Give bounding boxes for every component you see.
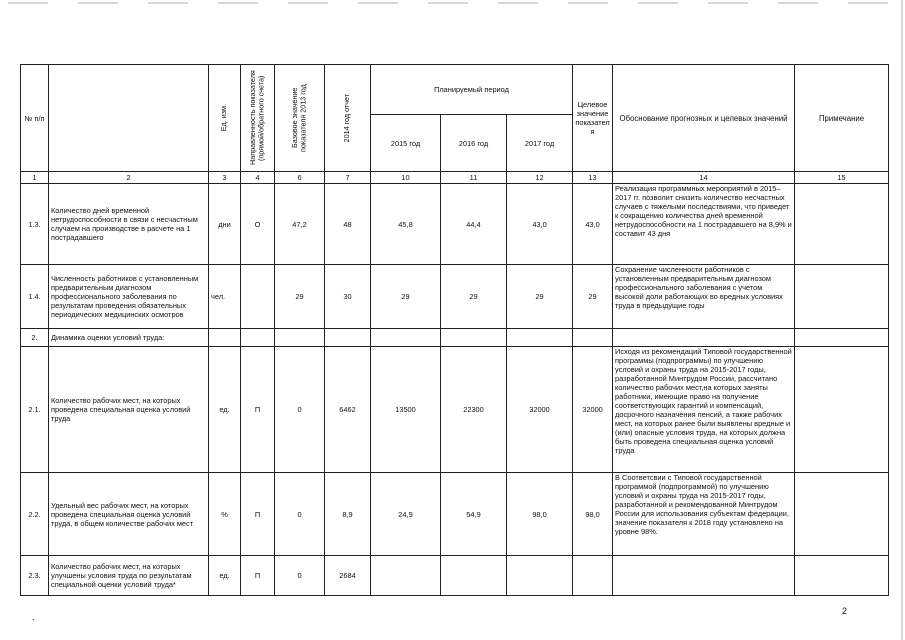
section-empty-cell [275,329,325,347]
section-empty-cell [507,329,573,347]
table-row [21,265,889,329]
section-num: 2. [21,329,49,347]
colnum-7: 7 [325,172,371,184]
header-2014 [325,65,371,172]
colnum-12: 12 [507,172,573,184]
row-num: 1.3. [21,184,49,265]
header-unit [209,65,241,172]
colnum-2: 2 [49,172,209,184]
column-number-row [21,172,889,184]
row-2017 [507,556,573,596]
row-target: 29 [573,265,613,329]
row-justification [613,556,795,596]
page-number: 2 [842,606,848,616]
colnum-14: 14 [613,172,795,184]
row-direction [241,265,275,329]
row-note [795,473,889,556]
row-target [573,556,613,596]
section-empty-cell [613,329,795,347]
row-2014: 2684 [325,556,371,596]
table-header-row [21,65,889,115]
section-title: Динамика оценки условий труда: [49,329,209,347]
row-direction: П [241,347,275,473]
section-empty-cell [209,329,241,347]
header-direction [241,65,275,172]
section-empty-cell [573,329,613,347]
row-name: Количество рабочих мест, на которых проведена специальная оценка условий труда [49,347,209,473]
row-2014: 6462 [325,347,371,473]
row-justification: В Соответсвии с Типовой государственной программой (подпрограммой) по улучшению условий и охраны труда на 2015-2017 годы, разработанной и рекомендованной Минтрудом России для использования субъектам федерации, значение показателя к 2018 году установлено на уровне 98%. [613,473,795,556]
row-num: 2.2. [21,473,49,556]
header-direction-text: Направленность показателя (прямой/обратного счета) [248,70,266,166]
colnum-1: 1 [21,172,49,184]
colnum-6: 6 [275,172,325,184]
section-empty-cell [441,329,507,347]
row-target: 32000 [573,347,613,473]
row-2015: 29 [371,265,441,329]
row-num: 2.3. [21,556,49,596]
row-name: Удельный вес рабочих мест, на которых проведена специальная оценка условий труда, в общем количестве рабочих мест [49,473,209,556]
row-target: 43,0 [573,184,613,265]
row-2017: 32000 [507,347,573,473]
row-name: Количество дней временной нетрудоспособности в связи с несчастным случаем на производстве в расчете на 1 пострадавшего [49,184,209,265]
row-justification: Сохранение численности работников с установленным предварительным диагнозом профессионального заболевания с учетом высокой доли работающих во вредных условиях труда в предыдущие годы [613,265,795,329]
header-name-empty [49,65,209,172]
row-2016 [441,556,507,596]
section-empty-cell [371,329,441,347]
row-2014: 48 [325,184,371,265]
row-2014: 8,9 [325,473,371,556]
row-num: 1.4. [21,265,49,329]
table-row [21,556,889,596]
row-unit: ед. [209,347,241,473]
section-empty-cell [241,329,275,347]
table-row [21,473,889,556]
row-direction: О [241,184,275,265]
header-num: № п/п [21,65,49,172]
row-num: 2.1. [21,347,49,473]
row-2017: 43,0 [507,184,573,265]
row-base: 29 [275,265,325,329]
row-note [795,265,889,329]
table-row [21,184,889,265]
colnum-13: 13 [573,172,613,184]
colnum-4: 4 [241,172,275,184]
colnum-15: 15 [795,172,889,184]
header-year-2015: 2015 год [371,115,441,172]
header-unit-text: Ед. изм. [219,104,229,132]
header-note: Примечание [795,65,889,172]
row-justification: Реализация программных мероприятий в 2015–2017 гг. позволит снизить количество несчастных случаев с тяжелыми последствиями, что приведет к сокращению количества дней временной нетрудоспособности на 1 пострадавшего на 8,9% и составит 43 дня [613,184,795,265]
row-2016: 54,9 [441,473,507,556]
row-2015 [371,556,441,596]
row-note [795,347,889,473]
row-note [795,556,889,596]
row-base: 0 [275,347,325,473]
row-2014: 30 [325,265,371,329]
row-2015: 13500 [371,347,441,473]
row-2016: 29 [441,265,507,329]
header-base-text: Базовое значение показателя 2013 год [290,84,308,152]
row-base: 0 [275,473,325,556]
row-note [795,184,889,265]
row-name: Численность работников с установленным предварительным диагнозом профессионального заболевания по результатам проведения обязательных периодических медицинских осмотров [49,265,209,329]
indicators-table [20,64,889,596]
row-unit: ед. [209,556,241,596]
colnum-10: 10 [371,172,441,184]
row-2017: 98,0 [507,473,573,556]
row-2015: 24,9 [371,473,441,556]
row-base: 0 [275,556,325,596]
section-empty-cell [795,329,889,347]
row-target: 98,0 [573,473,613,556]
row-base: 47,2 [275,184,325,265]
row-justification: Исходя из рекомендаций Типовой государственной программы (подпрограммы) по улучшению условий и охраны труда на 2015-2017 годы, разработанной Минтрудом России, рассчитано количество рабочих мест,на которых заняты работники, имеющие право на получение соответствующих гарантий и компенсаций, досрочного назначения пенсий, а также рабочих мест, на которых ранее были выявлены вредные и (или) опасные условия труда, на которых должна быть проведена специальная оценка условий труда [613,347,795,473]
row-unit: дни [209,184,241,265]
row-unit: % [209,473,241,556]
header-year-2017: 2017 год [507,115,573,172]
row-2016: 22300 [441,347,507,473]
scan-artifact-top [8,2,897,4]
table-row [21,347,889,473]
header-justification: Обоснование прогнозных и целевых значений [613,65,795,172]
scan-edge-right [901,0,903,640]
row-direction: П [241,556,275,596]
section-row [21,329,889,347]
row-unit: чел. [209,265,241,329]
section-empty-cell [325,329,371,347]
row-name: Количество рабочих мест, на которых улучшены условия труда по результатам специальной оценки условий труда* [49,556,209,596]
colnum-3: 3 [209,172,241,184]
row-2015: 45,8 [371,184,441,265]
colnum-11: 11 [441,172,507,184]
header-target: Целевое значение показател я [573,65,613,172]
row-direction: П [241,473,275,556]
footer-mark: . [32,612,35,622]
header-2014-text: 2014 год отчет [342,93,352,143]
header-planned-period: Планируемый период [371,65,573,115]
header-base [275,65,325,172]
row-2016: 44,4 [441,184,507,265]
row-2017: 29 [507,265,573,329]
header-year-2016: 2016 год [441,115,507,172]
